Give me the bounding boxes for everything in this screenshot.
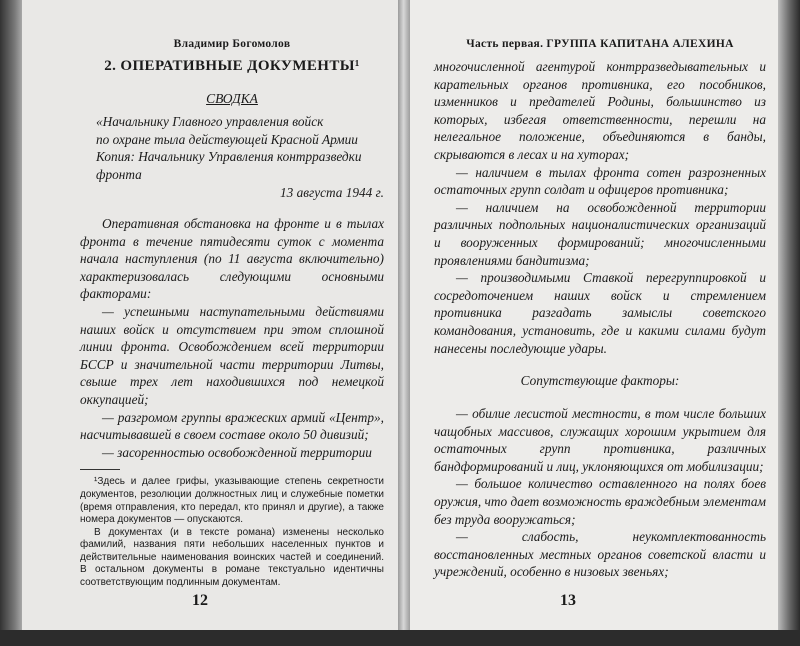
document-title: СВОДКА — [206, 91, 258, 106]
addressee-line: фронта — [96, 166, 142, 182]
body-paragraph: — наличием на освобожденной территории различных подпольных националистических организаций и вооруженных формирований; многочисленными проявлениями бандитизма; — [434, 199, 766, 268]
body-paragraph: — слабость, неукомплектованность восстановленных местных органов советской власти и учреждений, особенно в низовых звеньях; — [434, 529, 766, 580]
body-paragraph: многочисленной агентурой контрразведывательных и карательных органов противника, его пособников, изменников и предателей Родины, большинство из которых, избегая ответственности, перешли на нелегальное положение, объединяются в банды, скрываются в лесах и на хуторах; — [434, 59, 766, 162]
document-date: 13 августа 1944 г. — [279, 185, 384, 200]
subheading: Сопутствующие факторы: — [520, 373, 680, 389]
chapter-title: 2. ОПЕРАТИВНЫЕ ДОКУМЕНТЫ¹ — [104, 58, 360, 74]
book-edge-right — [778, 0, 800, 646]
left-page — [22, 0, 400, 640]
body-paragraph: — успешными наступательными действиями наших войск и отсутствием при этом сплошной линии фронта. Освобождением всей территории БССР и значительной части территории Литвы, свыше трех лет находившихся под немецкой оккупацией; — [80, 303, 384, 407]
footnote: ¹Здесь и далее грифы, указывающие степень секретности документов, резолюции должностных лиц и служебные пометки (время отправления, кто передал, кто принял и другие), а также номера документов — опускаются. — [80, 476, 384, 526]
body-paragraph: — обилие лесистой местности, в том числе больших чащобных массивов, служащих хорошим укрытием для остаточных групп противника, различных бандформирований и лиц, уклоняющихся от мобилизации; — [434, 406, 766, 474]
addressee-line: Копия: Начальнику Управления контрразведки — [96, 149, 362, 164]
page-number-right: 13 — [560, 592, 576, 609]
footnote: В документах (и в тексте романа) изменены несколько фамилий, названия пяти небольших населенных пунктов и действительные наименования воинских частей и соединений. В остальном документы в романе текстуально идентичны соответствующим подлинным документам. — [80, 526, 384, 589]
body-paragraph: — производимыми Ставкой перегруппировкой и сосредоточением наших войск и стремлением противника разгадать замыслы советского командования, установить, где и какими силами будут нанесены последующие удары. — [434, 270, 766, 356]
addressee-line: «Начальнику Главного управления войск — [96, 114, 324, 129]
addressee-line: по охране тыла действующей Красной Армии — [96, 131, 358, 147]
body-paragraph: — засоренностью освобожденной территории — [102, 444, 372, 460]
running-head-right: Часть первая. ГРУППА КАПИТАНА АЛЕХИНА — [466, 38, 734, 50]
body-paragraph: — большое количество оставленного на полях боев оружия, что дает возможность враждебным элементам без труда вооружаться; — [434, 476, 766, 527]
body-paragraph: Оперативная обстановка на фронте и в тылах фронта в течение пятидесяти суток с момента начала наступления (по 11 августа включительно) характеризовалась следующими основными факторами: — [80, 216, 384, 302]
body-paragraph: — разгромом группы вражеских армий «Центр», насчитывавшей в своем составе около 50 дивизий; — [80, 409, 384, 443]
book-edge-left — [0, 0, 24, 646]
right-page — [410, 0, 780, 640]
footnote-rule — [80, 469, 120, 470]
addressee-block — [80, 113, 384, 183]
running-head-left: Владимир Богомолов — [173, 38, 291, 50]
background-strip — [0, 630, 800, 646]
body-paragraph: — наличием в тылах фронта сотен разрозненных остаточных групп солдат и офицеров противника; — [434, 164, 766, 198]
page-number-left: 12 — [192, 592, 208, 609]
